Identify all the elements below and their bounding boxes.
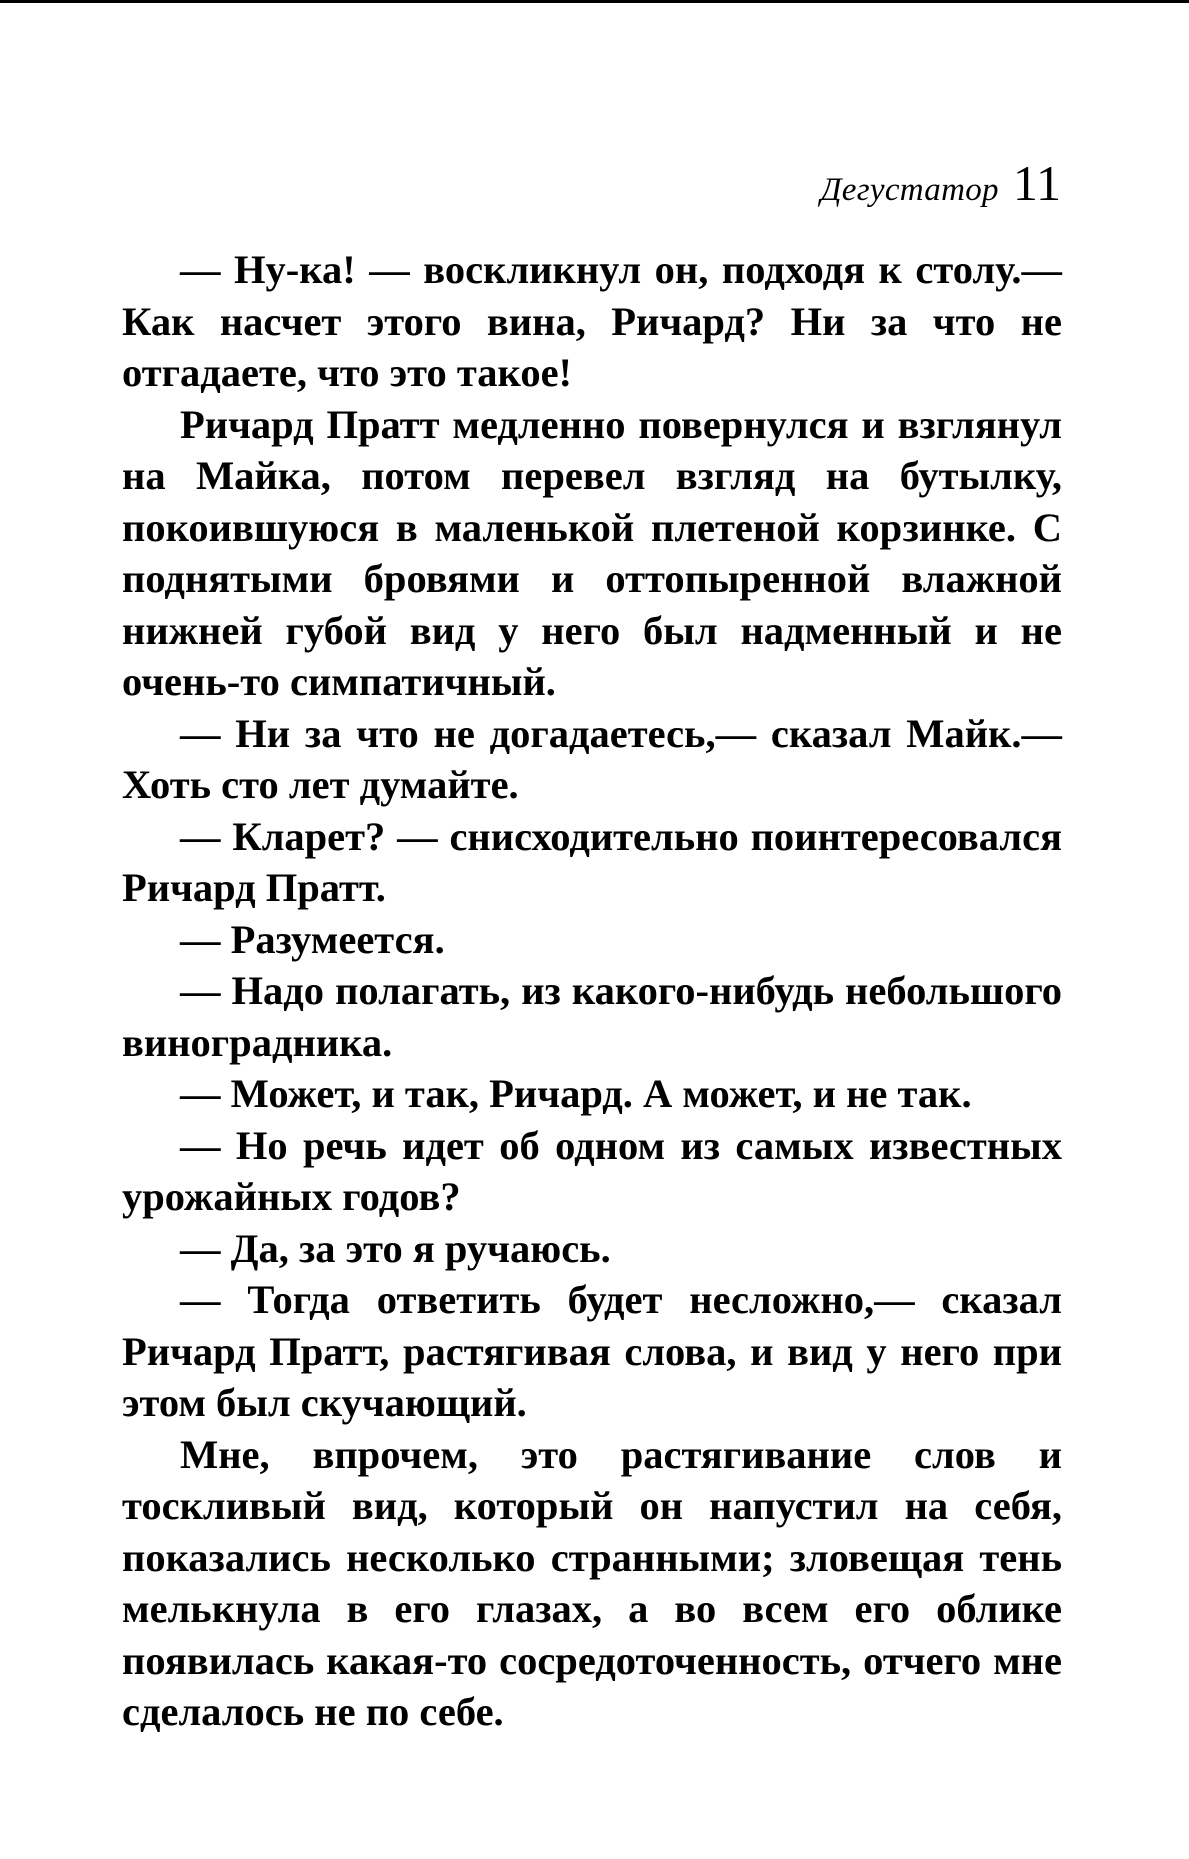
paragraph-4: — Кларет? — снисходительно поинтересовался Ричард Пратт. xyxy=(122,813,1062,910)
top-border-rule xyxy=(0,0,1189,3)
paragraph-1: — Ну-ка! — воскликнул он, подходя к столу.— Как насчет этого вина, Ричард? Ни за что не отгадаете, что это такое! xyxy=(122,247,1062,395)
paragraph-8: — Но речь идет об одном из самых известных урожайных годов? xyxy=(122,1122,1062,1219)
page-number: 11 xyxy=(1012,155,1061,211)
body-text xyxy=(122,244,1062,1738)
paragraph-9: — Да, за это я ручаюсь. xyxy=(180,1225,611,1271)
paragraph-2: Ричард Пратт медленно повернулся и взглянул на Майка, потом перевел взгляд на бутылку, покоившуюся в маленькой плетеной корзинке. С поднятыми бровями и оттопыренной влажной нижней губой вид у него был надменный и не очень-то симпатичный. xyxy=(122,401,1062,704)
running-title: Дегустатор xyxy=(820,172,999,208)
running-header xyxy=(820,155,1061,211)
paragraph-11: Мне, впрочем, это растягивание слов и тоскливый вид, который он напустил на себя, показались несколько странными; зловещая тень мелькнула в его глазах, а во всем его облике появилась какая-то сосредоточенность, отчего мне сделалось не по себе. xyxy=(122,1431,1062,1734)
paragraph-6: — Надо полагать, из какого-нибудь небольшого виноградника. xyxy=(122,968,1062,1065)
paragraph-3: — Ни за что не догадаетесь,— сказал Майк.— Хоть сто лет думайте. xyxy=(122,710,1062,807)
paragraph-10: — Тогда ответить будет несложно,— сказал Ричард Пратт, растягивая слова, и вид у него при этом был скучающий. xyxy=(122,1277,1062,1425)
paragraph-5: — Разумеется. xyxy=(180,916,445,962)
paragraph-7: — Может, и так, Ричард. А может, и не так. xyxy=(180,1071,972,1116)
